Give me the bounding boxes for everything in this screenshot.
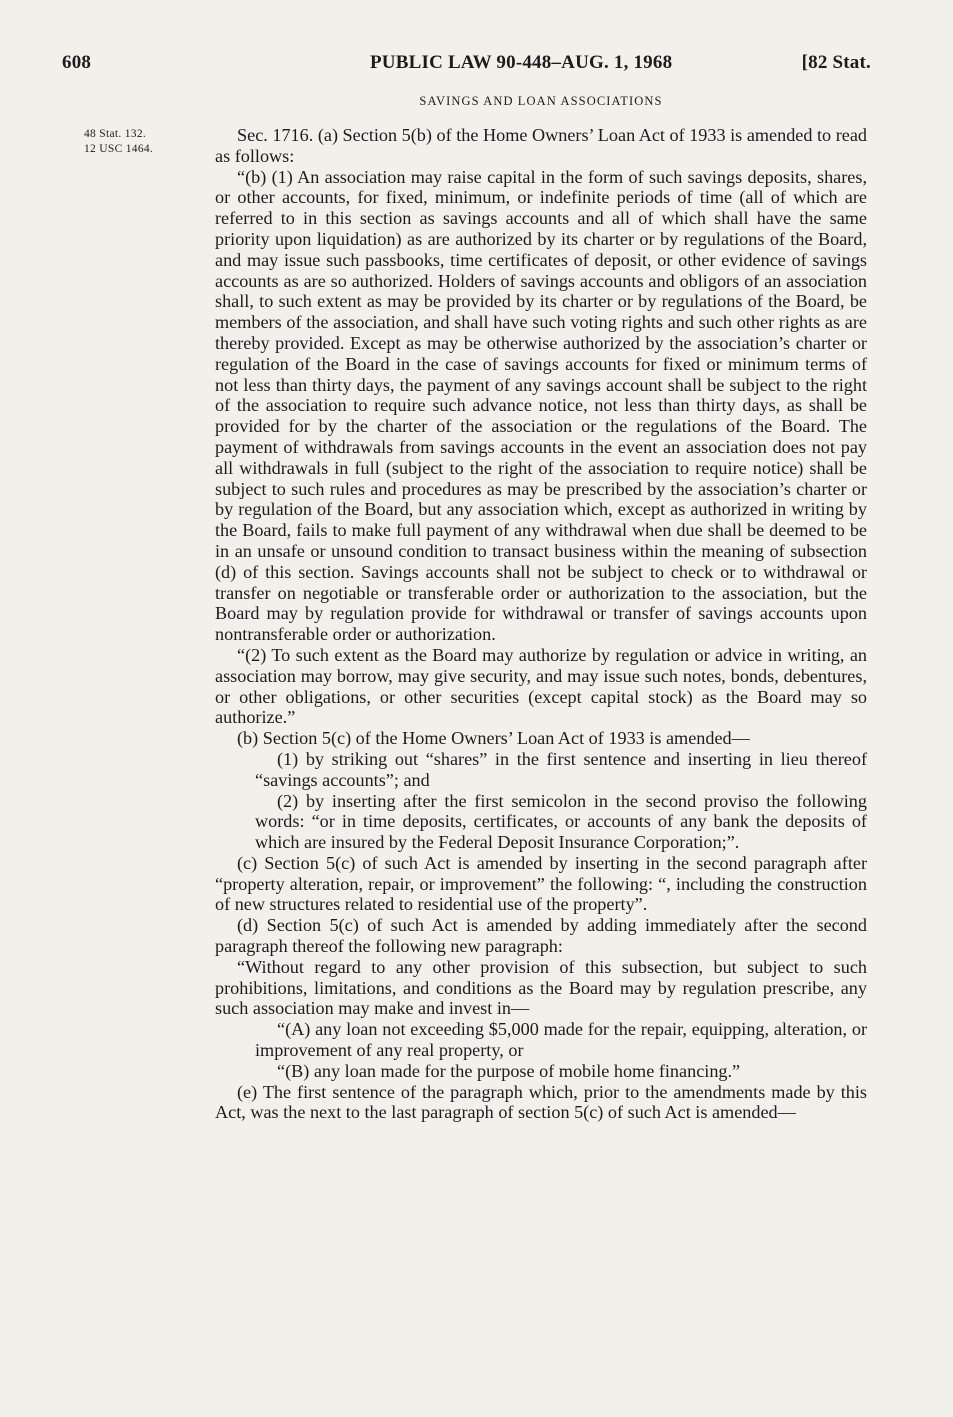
paragraph-b-item-2: (2) by inserting after the first semicolon in the second proviso the following words: “or in time deposits, certificates, or accounts of any bank the deposits of which are insured by the Federal Deposit Insurance Corporation;”. (255, 790, 867, 853)
body-text (215, 125, 867, 1123)
paragraph-new-paragraph: “Without regard to any other provision of this subsection, but subject to such prohibitions, limitations, and conditions as the Board may by regulation prescribe, any such association may make and invest in— (215, 956, 867, 1019)
margin-note-usc: 12 USC 1464. (84, 143, 154, 155)
margin-notes (84, 127, 153, 157)
paragraph-item-b: “(B) any loan made for the purpose of mobile home financing.” (277, 1060, 741, 1081)
margin-note-statute: 48 Stat. 132. (84, 128, 147, 140)
paragraph-b-1: “(b) (1) An association may raise capital in the form of such savings deposits, shares, or other accounts, for fixed, minimum, or indefinite periods of time (all of which are referred to in this section as savings accounts and all of which shall have the same priority upon liquidation) as are authorized by its charter or by regulations of the Board, and may issue such passbooks, time certificates of deposit, or other evidence of savings accounts as are so authorized. Holders of savings accounts and obligors of an association shall, to such extent as may be provided by its charter or by regulations of the Board, be members of the association, and shall have such voting rights and such other rights as are thereby provided. Except as may be otherwise authorized by the association’s charter or regulation of the Board in the case of savings accounts for fixed or minimum terms of not less than thirty days, the payment of any savings account shall be subject to the right of the association to require such advance notice, not less than thirty days, as shall be provided for by the charter of the association or the regulations of the Board. The payment of withdrawals from savings accounts in the event an association does not pay all withdrawals in full (subject to the right of the association to require notice) shall be subject to such rules and procedures as may be prescribed by the association’s charter or by regulation of the Board, but any association which, except as authorized in writing by the Board, fails to make full payment of any withdrawal when due shall be deemed to be in an unsafe or unsound condition to transact business within the meaning of subsection (d) of this section. Savings accounts shall not be subject to check or to withdrawal or transfer on negotiable or transferable order or authorization to the association, but the Board may by regulation provide for withdrawal or transfer of savings accounts upon nontransferable order or authorization. (215, 166, 867, 645)
paragraph-sec-b: (b) Section 5(c) of the Home Owners’ Loan Act of 1933 is amended— (237, 728, 750, 749)
paragraph-b-2: “(2) To such extent as the Board may authorize by regulation or advice in writing, an association may borrow, may give security, and may issue such notes, bonds, debentures, or other obligations, or other securities (except capital stock) as the Board may so authorize.” (215, 644, 867, 728)
paragraph-item-a: “(A) any loan not exceeding $5,000 made for the repair, equipping, alteration, or improvement of any real property, or (255, 1019, 867, 1061)
paragraph-sec-1716-a: Sec. 1716. (a) Section 5(b) of the Home Owners’ Loan Act of 1933 is amended to read as follows: (215, 125, 867, 166)
paragraph-sec-d: (d) Section 5(c) of such Act is amended by adding immediately after the second paragraph thereof the following new paragraph: (215, 915, 867, 957)
volume-reference: [82 Stat. (801, 52, 871, 73)
running-head-title: PUBLIC LAW 90-448–AUG. 1, 1968 (370, 52, 673, 73)
paragraph-b-item-1: (1) by striking out “shares” in the first sentence and inserting in lieu thereof “savings accounts”; and (255, 748, 867, 790)
page-number: 608 (62, 52, 92, 73)
paragraph-sec-e: (e) The first sentence of the paragraph which, prior to the amendments made by this Act, was the next to the last paragraph of section 5(c) of such Act is amended— (215, 1081, 867, 1123)
paragraph-sec-c: (c) Section 5(c) of such Act is amended by inserting in the second paragraph after “property alteration, repair, or improvement” the following: “, including the construction of new structures related to residential use of the property”. (215, 852, 867, 915)
section-heading: SAVINGS AND LOAN ASSOCIATIONS (419, 94, 663, 108)
